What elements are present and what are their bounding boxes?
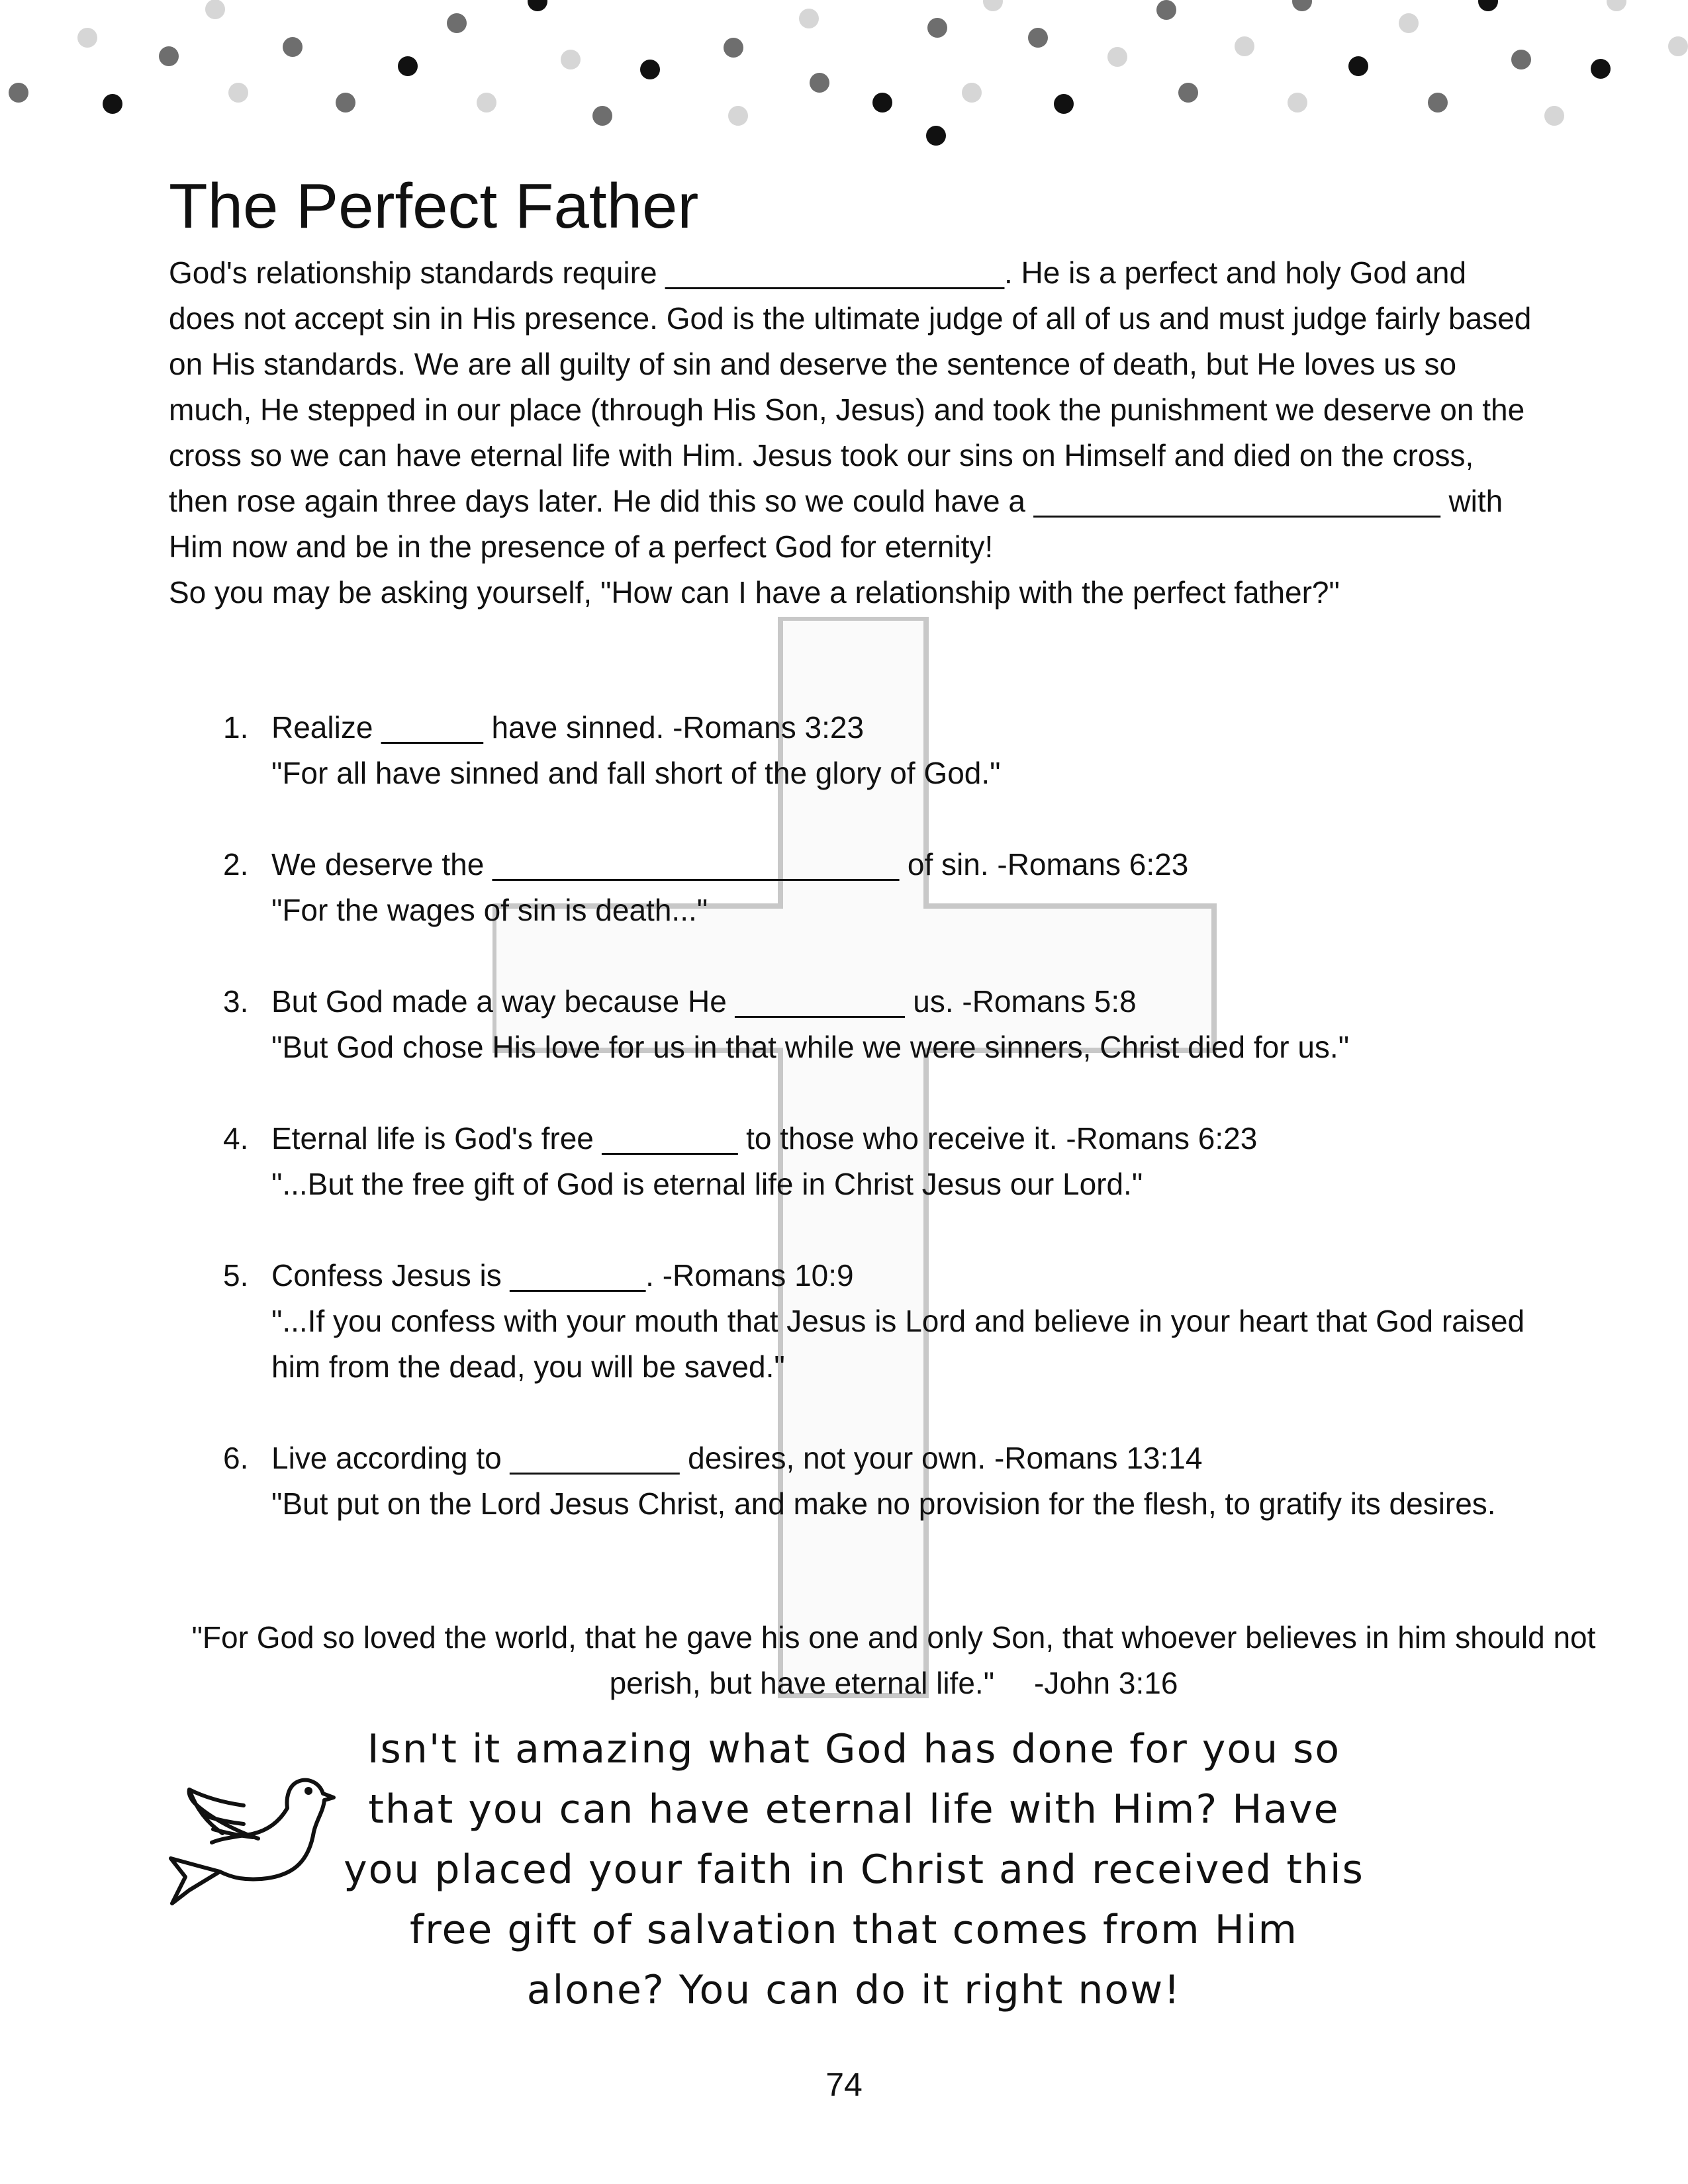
step-statement: Eternal life is God's free ________ to those who receive it. -Romans 6:23 xyxy=(271,1121,1258,1156)
list-item xyxy=(169,1253,1532,1390)
list-item xyxy=(169,1116,1532,1207)
step-statement: Confess Jesus is ________. -Romans 10:9 xyxy=(271,1258,854,1293)
step-number: 5. xyxy=(223,1258,249,1293)
step-verse: "For the wages of sin is death..." xyxy=(271,893,708,927)
intro-question: So you may be asking yourself, "How can I have a relationship with the perfect father?" xyxy=(169,575,1340,610)
step-number: 3. xyxy=(223,984,249,1019)
john-quote-text: "For God so loved the world, that he gave his one and only Son, that whoever believes in him should not perish, but have eternal life." xyxy=(191,1620,1596,1700)
step-number: 2. xyxy=(223,847,249,882)
john-reference: -John 3:16 xyxy=(1034,1666,1178,1700)
step-number: 1. xyxy=(223,710,249,745)
step-statement: Realize ______ have sinned. -Romans 3:23 xyxy=(271,710,865,745)
list-item xyxy=(169,979,1532,1070)
list-item xyxy=(169,1435,1532,1527)
closing-message: Isn't it amazing what God has done for you so that you can have eternal life with Him? Have you placed your faith in Christ and received this free gift of salvation that comes from Him alone? You can do it right now! xyxy=(344,1726,1364,2013)
steps-list xyxy=(169,705,1532,1572)
page-number: 74 xyxy=(825,2066,863,2103)
john-3-16-quote xyxy=(169,1615,1618,1706)
intro-section xyxy=(169,250,1532,615)
step-verse: "For all have sinned and fall short of the glory of God." xyxy=(271,756,1001,790)
step-statement: But God made a way because He __________ us. -Romans 5:8 xyxy=(271,984,1137,1019)
intro-paragraph: God's relationship standards require ____________________. He is a perfect and holy God and does not accept sin in His presence. God is the ultimate judge of all of us and must judge fairly based on His standards. We are all guilty of sin and deserve the sentence of death, but He loves us so much, He stepped in our place (through His Son, Jesus) and took the punishment we deserve on the cross so we can have eternal life with Him. Jesus took our sins on Himself and died on the cross, then rose again three days later. He did this so we could have a ________________________ with Him now and be in the presence of a perfect God for eternity! xyxy=(169,255,1532,564)
list-item xyxy=(169,842,1532,933)
step-statement: We deserve the ________________________ of sin. -Romans 6:23 xyxy=(271,847,1189,882)
list-item xyxy=(169,705,1532,796)
step-verse: "...If you confess with your mouth that Jesus is Lord and believe in your heart that God raised him from the dead, you will be saved." xyxy=(271,1304,1525,1384)
step-number: 6. xyxy=(223,1441,249,1475)
step-verse: "...But the free gift of God is eternal life in Christ Jesus our Lord." xyxy=(271,1167,1143,1201)
confetti-dots-icon xyxy=(0,0,1688,159)
dove-icon xyxy=(165,1759,338,1918)
step-verse: "But put on the Lord Jesus Christ, and make no provision for the flesh, to gratify its desires. xyxy=(271,1486,1496,1521)
step-statement: Live according to __________ desires, not your own. -Romans 13:14 xyxy=(271,1441,1203,1475)
page-title: The Perfect Father xyxy=(169,171,699,242)
step-number: 4. xyxy=(223,1121,249,1156)
step-verse: "But God chose His love for us in that while we were sinners, Christ died for us." xyxy=(271,1030,1350,1064)
